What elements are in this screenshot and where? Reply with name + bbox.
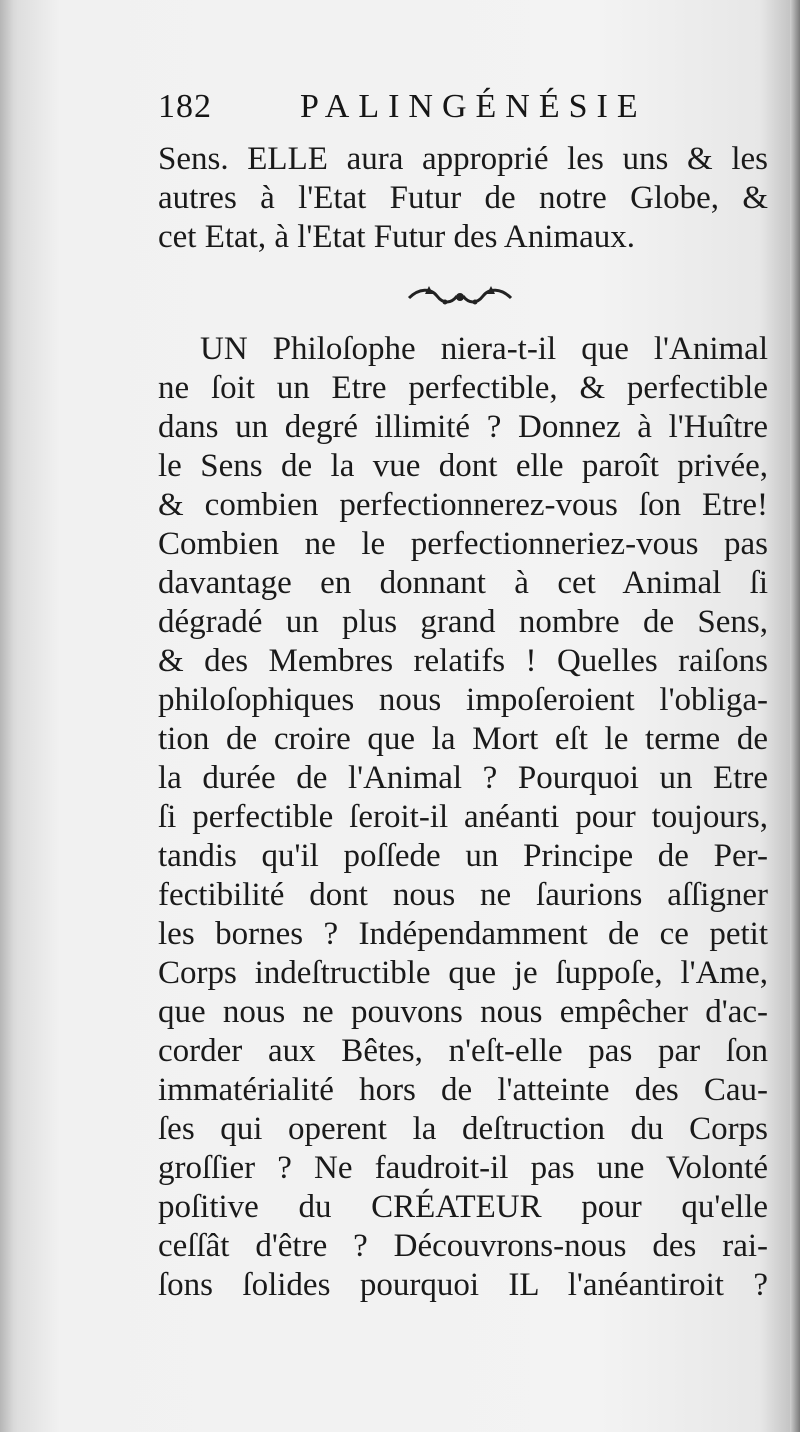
text-line: poſitive du CRÉATEUR pour qu'elle [158,1189,768,1225]
text-line: le Sens de la vue dont elle paroît privée, [158,448,768,484]
page-left-edge [0,0,14,1432]
text-line: philoſophiques nous impoſeroient l'obliga- [158,682,768,718]
text-line: ne ſoit un Etre perfectible, & perfectible [158,370,768,406]
text-line: davantage en donnant à cet Animal ſi [158,565,768,601]
text-line: ſons ſolides pourquoi IL l'anéantiroit ? [158,1267,768,1303]
page-header [158,88,768,138]
page-number: 182 [158,88,212,125]
page-right-edge [790,0,800,1432]
text-line: dans un degré illimité ? Donnez à l'Huître [158,409,768,445]
text-line: tion de croire que la Mort eſt le terme de [158,721,768,757]
text-line: corder aux Bêtes, n'eſt-elle pas par ſon [158,1033,768,1069]
text-line: ceſſât d'être ? Découvrons-nous des rai- [158,1228,768,1264]
text-line: ſi perfectible ſeroit-il anéanti pour toujours, [158,799,768,835]
text-line: tandis qu'il poſſede un Principe de Per- [158,838,768,874]
text-line: la durée de l'Animal ? Pourquoi un Etre [158,760,768,796]
text-line: UN Philoſophe niera-t-il que l'Animal [200,331,768,367]
paragraph-continued [158,140,768,257]
text-line: dégradé un plus grand nombre de Sens, [158,604,768,640]
text-line: Corps indeſtructible que je ſuppoſe, l'Ame, [158,955,768,991]
text-line: cet Etat, à l'Etat Futur des Animaux. [158,219,636,255]
text-line [158,1305,768,1344]
text-line: & combien perfectionnerez-vous ſon Etre! [158,487,768,523]
running-title: PALINGÉNÉSIE [300,88,647,125]
text-line: les bornes ? Indépendamment de ce petit [158,916,768,952]
text-line: que nous ne pouvons nous empêcher d'ac- [158,994,768,1030]
fleuron-ornament [405,284,515,310]
text-line: & des Membres relatifs ! Quelles raiſons [158,643,768,679]
text-line: ſes qui operent la deſtruction du Corps [158,1111,768,1147]
text-line: Sens. ELLE aura approprié les uns & les [158,141,768,177]
text-line: groſſier ? Ne faudroit-il pas une Volonté [158,1150,768,1186]
paragraph-main [158,330,768,1344]
text-line: fectibilité dont nous ne ſaurions aſſigner [158,877,768,913]
text-line: Combien ne le perfectionneriez-vous pas [158,526,768,562]
text-line: autres à l'Etat Futur de notre Globe, & [158,180,768,216]
text-line: immatérialité hors de l'atteinte des Cau- [158,1072,768,1108]
